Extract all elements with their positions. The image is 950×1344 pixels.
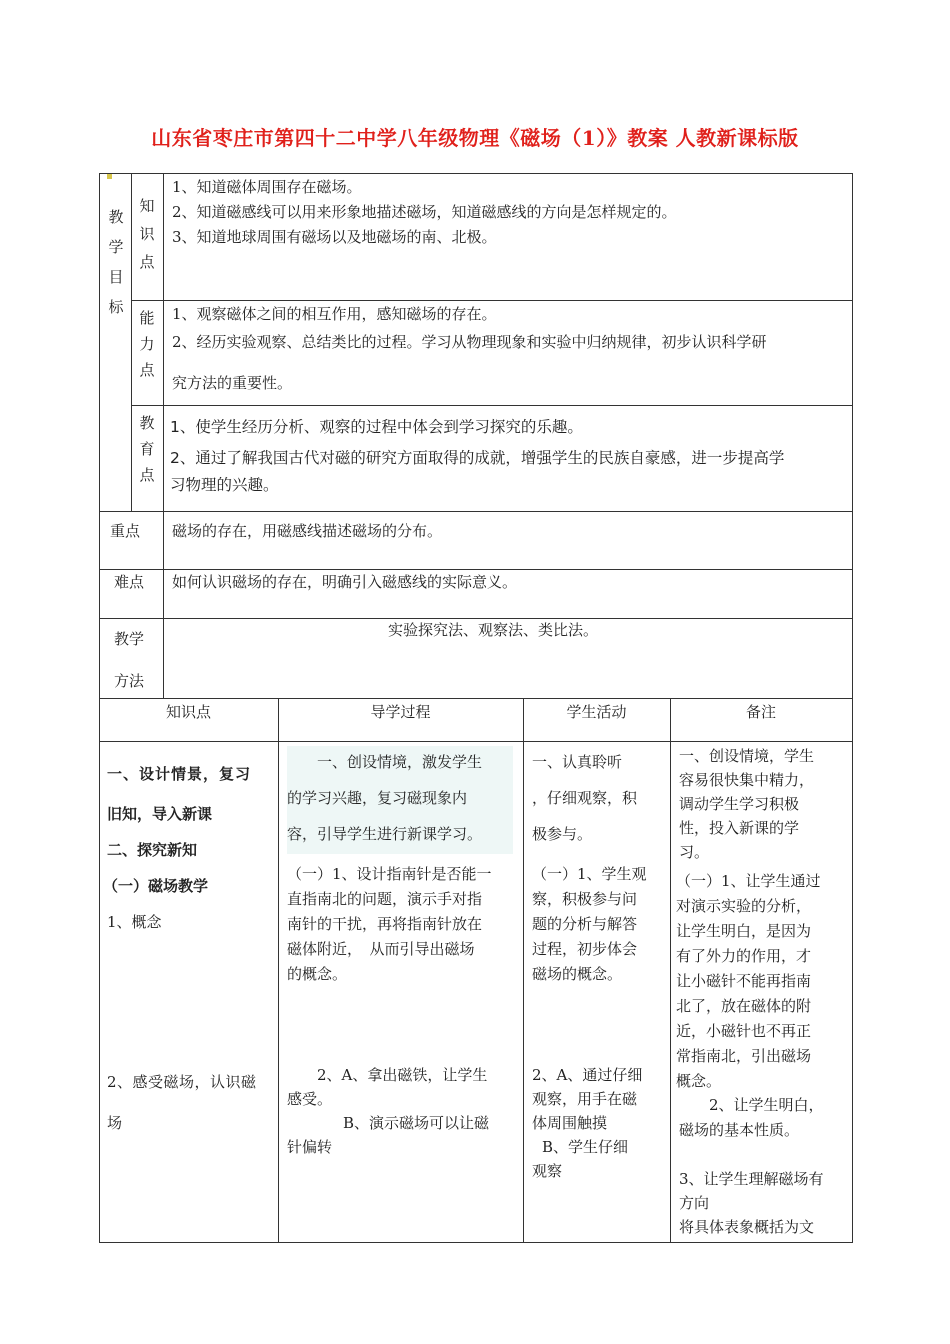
knowledge-label: 知 识 点 bbox=[139, 197, 155, 271]
education-label: 教 育 点 bbox=[139, 414, 155, 484]
notes-intro: 一、创设情境，学生 容易很快集中精力， 调动学生学习积极 性，投入新课的学 习。 bbox=[679, 747, 815, 861]
objectives-label: 教 学 目 标 bbox=[108, 208, 124, 316]
header-guide: 导学过程 bbox=[370, 703, 431, 721]
knowledge-items: 1、知道磁体周围存在磁场。 2、知道磁感线可以用来形象地描述磁场，知道磁感线的方向是怎样规定的。 3、知道地球周围有磁场以及地磁场的南、北极。 bbox=[172, 178, 677, 246]
feel-item-cont: 场 bbox=[107, 1114, 123, 1132]
notes-part3: 3、让学生理解磁场有 方向 将具体表象概括为文 bbox=[679, 1170, 824, 1236]
activity-part1: （一）1、学生观 察，积极参与问 题的分析与解答 过程，初步体会 磁场的概念。 bbox=[532, 865, 647, 983]
section-one: 一、设计情景，复习 bbox=[107, 765, 252, 783]
notes-part1: （一）1、让学生通过 对演示实验的分析， 让学生明白，是因为 有了外力的作用，才 让小磁针不能再指南 北了，放在磁体的附 近，小磁针也不再正 常指南北，引出磁场 概念。 bbox=[676, 872, 821, 1090]
activity-intro: 一、认真聆听 ，仔细观察，积 极参与。 bbox=[532, 753, 638, 843]
concept-item: 1、概念 bbox=[107, 913, 162, 931]
header-notes: 备注 bbox=[745, 703, 776, 721]
ability-label: 能 力 点 bbox=[139, 309, 155, 379]
difficulty-text: 如何认识磁场的存在，明确引入磁感线的实际意义。 bbox=[172, 573, 518, 591]
feel-item: 2、感受磁场，认识磁 bbox=[107, 1073, 257, 1091]
page-title: 山东省枣庄市第四十二中学八年级物理《磁场（1）》教案 人教新课标版 bbox=[151, 126, 799, 150]
header-knowledge: 知识点 bbox=[165, 703, 211, 721]
section-one-cont: 旧知，导入新课 bbox=[107, 805, 213, 823]
header-activity: 学生活动 bbox=[566, 703, 627, 721]
guide-intro: 一、创设情境，激发学生 的学习兴趣，复习磁现象内 容，引导学生进行新课学习。 bbox=[287, 753, 483, 843]
method-label: 教学 方法 bbox=[114, 630, 145, 690]
key-point-label: 重点 bbox=[110, 522, 141, 540]
difficulty-label: 难点 bbox=[114, 573, 145, 591]
section-two: 二、探究新知 bbox=[107, 841, 198, 859]
ability-items: 1、观察磁体之间的相互作用，感知磁场的存在。 2、经历实验观察、总结类比的过程。学习从物理现象和实验中归纳规律，初步认识科学研 究方法的重要性。 bbox=[172, 305, 767, 392]
activity-part2: 2、A、通过仔细 观察，用手在磁 体周围触摸 B、学生仔细 观察 bbox=[532, 1066, 643, 1180]
guide-part1: （一）1、设计指南针是否能一 直指南北的问题，演示手对指 南针的干扰，再将指南针放在 磁体附近， 从而引导出磁场 的概念。 bbox=[287, 865, 492, 983]
notes-part2: 2、让学生明白， 磁场的基本性质。 bbox=[679, 1096, 824, 1139]
key-point-text: 磁场的存在，用磁感线描述磁场的分布。 bbox=[172, 522, 443, 540]
guide-part2: 2、A、拿出磁铁，让学生 感受。 B、演示磁场可以让磁 针偏转 bbox=[287, 1066, 490, 1156]
marker-dot bbox=[107, 174, 112, 179]
section-magnetic: （一）磁场教学 bbox=[103, 877, 209, 895]
education-items: 1、使学生经历分析、观察的过程中体会到学习探究的乐趣。 2、通过了解我国古代对磁的研究方面取得的成就，增强学生的民族自豪感，进一步提高学 习物理的兴趣。 bbox=[170, 418, 785, 494]
method-text: 实验探究法、观察法、类比法。 bbox=[388, 621, 599, 639]
